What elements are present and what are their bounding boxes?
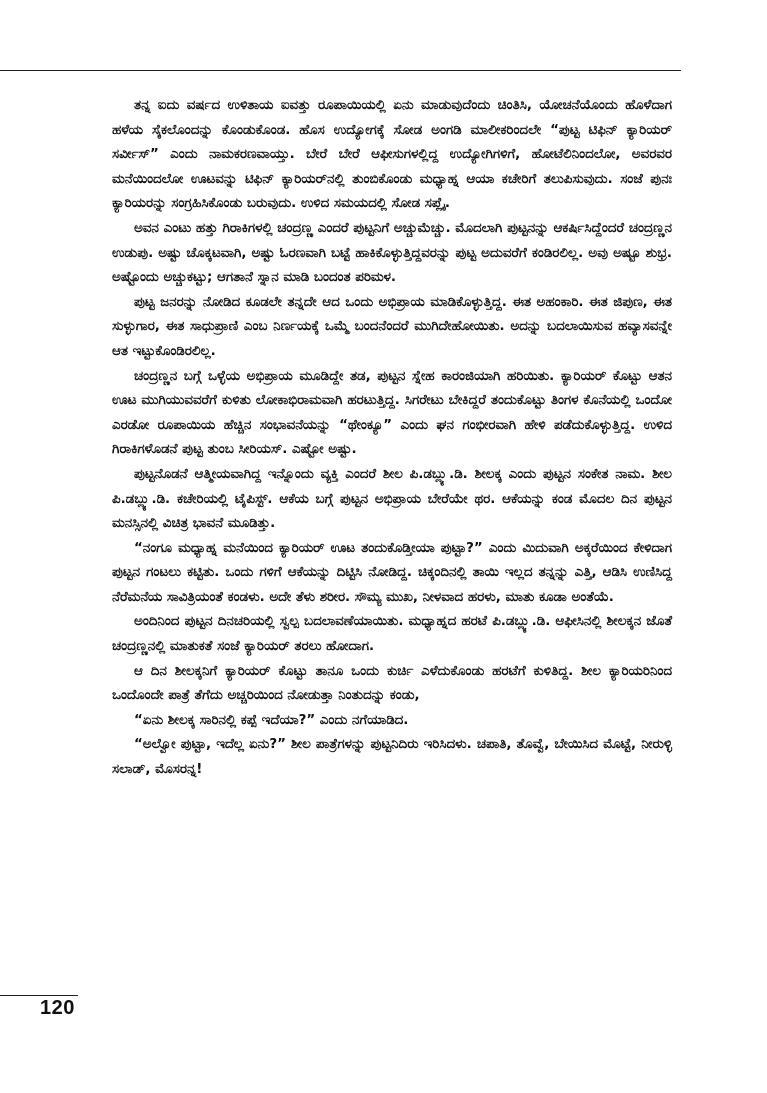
paragraph: ಪುಟ್ಟ ಜನರನ್ನು ನೋಡಿದ ಕೂಡಲೇ ತನ್ನದೇ ಆದ ಒಂದು ಅಭಿಪ್ರಾಯ ಮಾಡಿಕೊಳ್ಳುತ್ತಿದ್ದ. ಈತ ಅಹಂಕಾರಿ. ಈತ ಜಿಪುಣ, ಈತ ಸುಳ್ಳುಗಾರ, ಈತ ಸಾಧುಪ್ರಾಣಿ ಎಂಬ ನಿರ್ಣಯಕ್ಕೆ ಒಮ್ಮೆ ಬಂದನೆಂದರೆ ಮುಗಿದೇಹೋಯಿತು. ಅದನ್ನು ಬದಲಾಯಿಸುವ ಹವ್ಯಾಸವನ್ನೇ ಆತ ಇಟ್ಟುಕೊಂಡಿರಲಿಲ್ಲ. [112, 294, 672, 359]
paragraph: ಅವನ ಎಂಟು ಹತ್ತು ಗಿರಾಕಿಗಳಲ್ಲಿ ಚಂದ್ರಣ್ಣ ಎಂದರೆ ಪುಟ್ಟನಿಗೆ ಅಚ್ಚುಮೆಚ್ಚು. ಮೊದಲಾಗಿ ಪುಟ್ಟನನ್ನು ಆಕರ್ಷಿಸಿದ್ದೆಂದರೆ ಚಂದ್ರಣ್ಣನ ಉಡುಪು. ಅಷ್ಟು ಚೊಕ್ಕಟವಾಗಿ, ಅಷ್ಟು ಓರಣವಾಗಿ ಬಟ್ಟೆ ಹಾಕಿಕೊಳ್ಳುತ್ತಿದ್ದವರನ್ನು ಪುಟ್ಟ ಅದುವರೆಗೆ ಕಂಡಿರಲಿಲ್ಲ. ಅವು ಅಷ್ಟೂ ಶುಭ್ರ. ಅಷ್ಟೊಂದು ಅಚ್ಚುಕಟ್ಟು; ಆಗತಾನೆ ಸ್ನಾನ ಮಾಡಿ ಬಂದಂತ ಪರಿಮಳ. [112, 220, 672, 286]
paragraph: ಚಂದ್ರಣ್ಣನ ಬಗ್ಗೆ ಒಳ್ಳೆಯ ಅಭಿಪ್ರಾಯ ಮೂಡಿದ್ದೇ ತಡ, ಪುಟ್ಟನ ಸ್ನೇಹ ಕಾರಂಜಿಯಾಗಿ ಹರಿಯಿತು. ಕ್ಯಾರಿಯರ್ ಕೊಟ್ಟು ಆತನ ಊಟ ಮುಗಿಯುವವರೆಗೆ ಕುಳಿತು ಲೋಕಾಭಿರಾಮವಾಗಿ ಹರಟುತ್ತಿದ್ದ. ಸಿಗರೇಟು ಬೇಕಿದ್ದರೆ ತಂದುಕೊಟ್ಟು ತಿಂಗಳ ಕೊನೆಯಲ್ಲಿ ಒಂದೋ ಎರಡೋ ರೂಪಾಯಿಯ ಹೆಚ್ಚಿನ ಸಂಭಾವನೆಯನ್ನು “ಥೇಂಕ್ಯೂ” ಎಂದು ಘನ ಗಂಭೀರವಾಗಿ ಹೇಳಿ ಪಡೆದುಕೊಳ್ಳುತ್ತಿದ್ದ. ಉಳಿದ ಗಿರಾಕಿಗಳೊಡನೆ ಪುಟ್ಟ ತುಂಬ ಸೀರಿಯಸ್. ಎಷ್ಟೋ ಅಷ್ಟು. [112, 368, 672, 458]
paragraph: “ಏನು ಶೀಲಕ್ಕ ಸಾರಿನಲ್ಲಿ ಕಪ್ಪೆ ಇದೆಯಾ?” ಎಂದು ನಗೆಯಾಡಿದ. [134, 712, 409, 728]
paragraph: ಆ ದಿನ ಶೀಲಕ್ಕನಿಗೆ ಕ್ಯಾರಿಯರ್ ಕೊಟ್ಟು ತಾನೂ ಒಂದು ಕುರ್ಚಿ ಎಳೆದುಕೊಂಡು ಹರಟೆಗೆ ಕುಳಿತಿದ್ದ. ಶೀಲ ಕ್ಯಾರಿಯರಿನಿಂದ ಒಂದೊಂದೇ ಪಾತ್ರೆ ತೆಗೆದು ಅಚ್ಚರಿಯಿಂದ ನೋಡುತ್ತಾ ನಿಂತುದನ್ನು ಕಂಡು, [112, 663, 672, 704]
body-text [112, 94, 672, 783]
paragraph: ತನ್ನ ಐದು ವರ್ಷದ ಉಳಿತಾಯ ಐವತ್ತು ರೂಪಾಯಿಯಲ್ಲಿ ಏನು ಮಾಡುವುದೆಂದು ಚಿಂತಿಸಿ, ಯೋಚನೆಯೊಂದು ಹೊಳೆದಾಗ ಹಳೆಯ ಸೈಕಲೊಂದನ್ನು ಕೊಂಡುಕೊಂಡ. ಹೊಸ ಉದ್ಯೋಗಕ್ಕೆ ಸೋಡ ಅಂಗಡಿ ಮಾಲೀಕರಿಂದಲೇ “ಪುಟ್ಟ ಟಿಫಿನ್ ಕ್ಯಾರಿಯರ್ ಸರ್ವೀಸ್” ಎಂದು ನಾಮಕರಣವಾಯ್ತು. ಬೇರೆ ಬೇರೆ ಆಫೀಸುಗಳಲ್ಲಿದ್ದ ಉದ್ಯೋಗಿಗಳಿಗೆ, ಹೋಟೆಲಿನಿಂದಲೋ, ಅವರವರ ಮನೆಯಿಂದಲೋ ಊಟವನ್ನು ಟಿಫಿನ್ ಕ್ಯಾರಿಯರ್‌ನಲ್ಲಿ ತುಂಬಿಕೊಂಡು ಮಧ್ಯಾಹ್ನ ಆಯಾ ಕಚೇರಿಗೆ ತಲುಪಿಸುವುದು. ಸಂಜೆ ಪುನಃ ಕ್ಯಾರಿಯರನ್ನು ಸಂಗ್ರಹಿಸಿಕೊಂಡು ಬರುವುದು. ಉಳಿದ ಸಮಯದಲ್ಲಿ ಸೋಡ ಸಪ್ಲೈ. [112, 98, 672, 212]
paragraph: ಅಂದಿನಿಂದ ಪುಟ್ಟನ ದಿನಚರಿಯಲ್ಲಿ ಸ್ವಲ್ಪ ಬದಲಾವಣೆಯಾಯಿತು. ಮಧ್ಯಾಹ್ನದ ಹರಟೆ ಪಿ.ಡಬ್ಲ್ಯು.ಡಿ. ಆಫೀಸಿನಲ್ಲಿ ಶೀಲಕ್ಕನ ಜೊತೆ ಚಂದ್ರಣ್ಣನಲ್ಲಿ ಮಾತುಕತೆ ಸಂಜೆ ಕ್ಯಾರಿಯರ್ ತರಲು ಹೋದಾಗ. [112, 614, 672, 655]
footer-rule [0, 995, 78, 996]
page-number: 120 [40, 997, 75, 1019]
paragraph: “ನಂಗೂ ಮಧ್ಯಾಹ್ನ ಮನೆಯಿಂದ ಕ್ಯಾರಿಯರ್ ಊಟ ತಂದುಕೊಡ್ತೀಯಾ ಪುಟ್ಟಾ?” ಎಂದು ಮಿದುವಾಗಿ ಅಕ್ಕರೆಯಿಂದ ಕೇಳಿದಾಗ ಪುಟ್ಟನ ಗಂಟಲು ಕಟ್ಟಿತು. ಒಂದು ಗಳಿಗೆ ಆಕೆಯನ್ನು ದಿಟ್ಟಿಸಿ ನೋಡಿದ್ದ. ಚಿಕ್ಕಂದಿನಲ್ಲಿ ತಾಯಿ ಇಲ್ಲದ ತನ್ನನ್ನು ಎತ್ತಿ, ಆಡಿಸಿ ಉಣಿಸಿದ್ದ ನೆರೆಮನೆಯ ಸಾವಿತ್ರಿಯಂತೆ ಕಂಡಳು. ಅದೇ ತೆಳು ಶರೀರ. ಸೌಮ್ಯ ಮುಖ, ನೀಳವಾದ ಹರಳು, ಮಾತು ಕೂಡಾ ಅಂತೆಯೆ. [112, 540, 672, 605]
top-rule [0, 70, 681, 71]
paragraph: ಪುಟ್ಟನೊಡನೆ ಆತ್ಮೀಯವಾಗಿದ್ದ ಇನ್ನೊಂದು ವ್ಯಕ್ತಿ ಎಂದರೆ ಶೀಲ ಪಿ.ಡಬ್ಲ್ಯು.ಡಿ. ಶೀಲಕ್ಕ ಎಂದು ಪುಟ್ಟನ ಸಂಕೇತ ನಾಮ. ಶೀಲ ಪಿ.ಡಬ್ಲ್ಯು.ಡಿ. ಕಚೇರಿಯಲ್ಲಿ ಟೈಪಿಸ್ಟ್. ಆಕೆಯ ಬಗ್ಗೆ ಪುಟ್ಟನ ಅಭಿಪ್ರಾಯ ಬೇರೆಯೇ ಥರ. ಆಕೆಯನ್ನು ಕಂಡ ಮೊದಲ ದಿನ ಪುಟ್ಟನ ಮನಸ್ಸಿನಲ್ಲಿ ವಿಚಿತ್ರ ಭಾವನೆ ಮೂಡಿತ್ತು. [112, 466, 672, 532]
paragraph: “ಅಲ್ವೋ ಪುಟ್ಟಾ, ಇದೆಲ್ಲ ಏನು?” ಶೀಲ ಪಾತ್ರೆಗಳನ್ನು ಪುಟ್ಟನಿದಿರು ಇರಿಸಿದಳು. ಚಪಾತಿ, ತೊವ್ವೆ, ಬೇಯಿಸಿದ ಮೊಟ್ಟೆ, ನೀರುಳ್ಳಿ ಸಲಾಡ್, ಮೊಸರನ್ನ! [112, 737, 672, 778]
